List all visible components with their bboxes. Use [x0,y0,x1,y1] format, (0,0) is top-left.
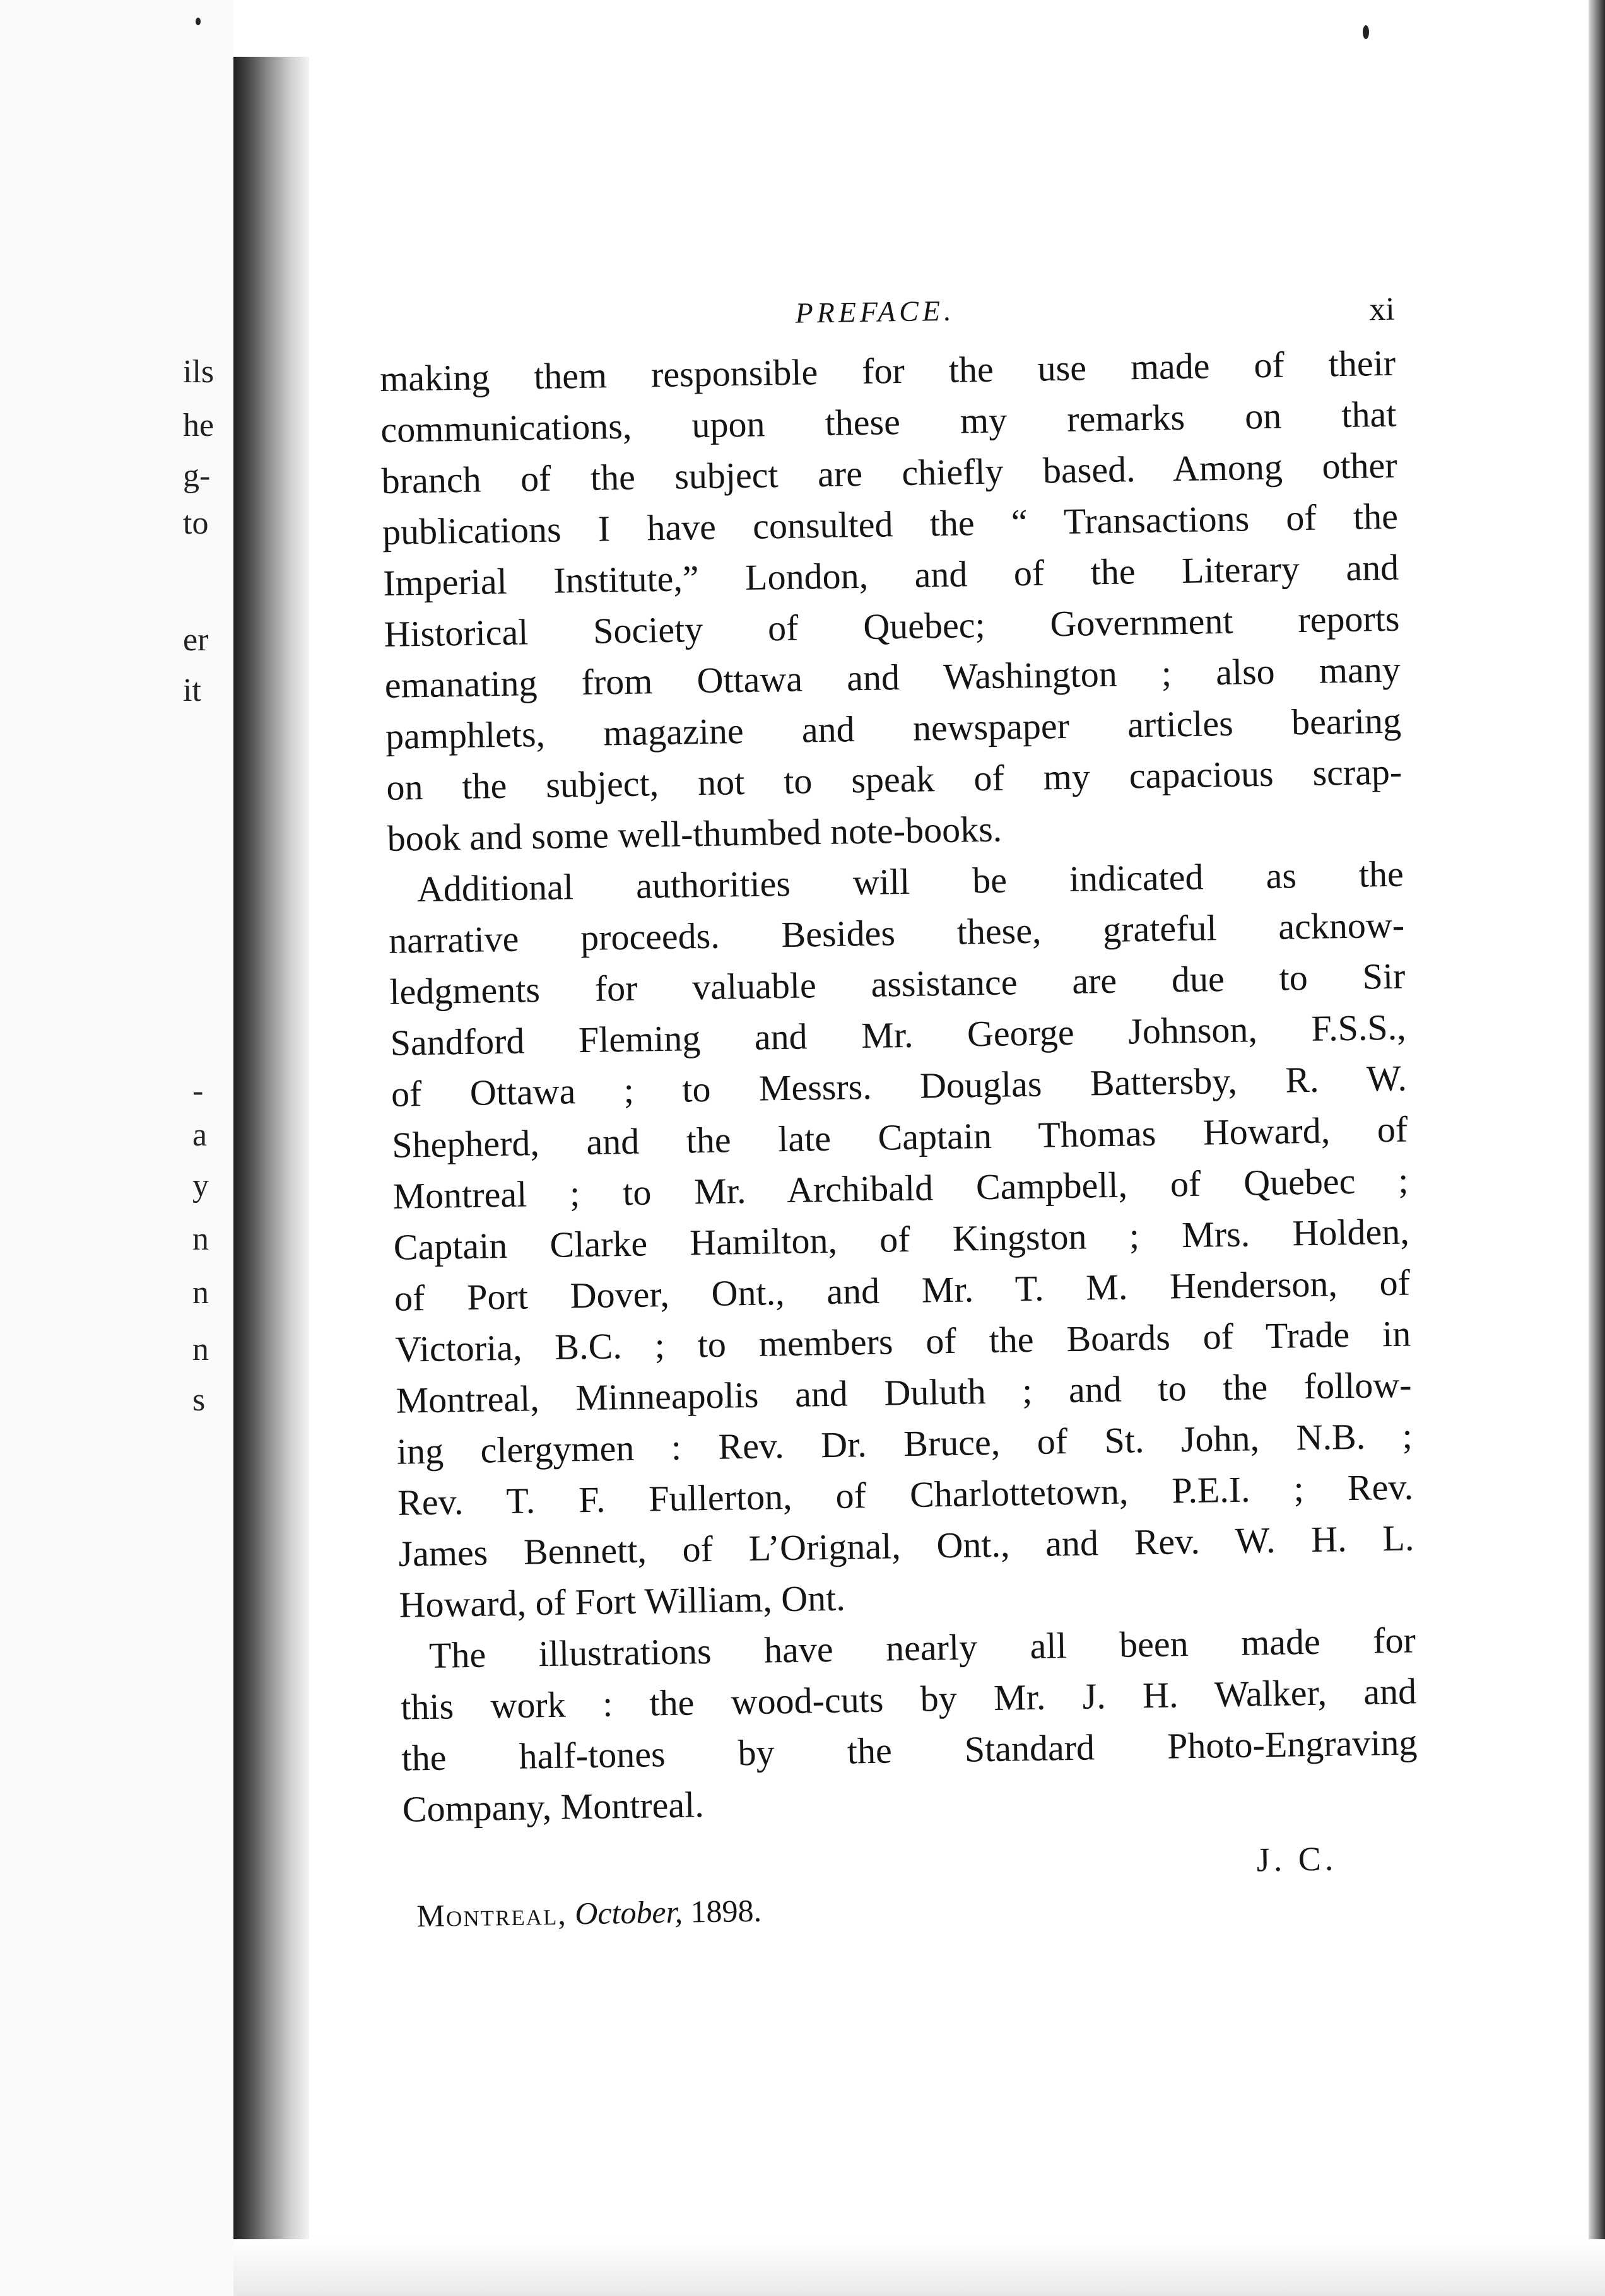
page-number: xi [1368,291,1396,328]
text-line: Victoria, B.C. ; to members of the Boards of Trade in [394,1313,1411,1370]
text-line: Sandford Fleming and Mr. George Johnson, F.S.S., [390,1006,1407,1063]
running-title: PREFACE. [795,294,955,329]
scan-speck [196,18,201,25]
text-line: this work : the wood-cuts by Mr. J. H. Walker, and [400,1670,1417,1728]
facing-page-fragment: ils [183,354,215,390]
text-line: ing clergymen : Rev. Dr. Bruce, of St. John, N.B. ; [396,1415,1413,1472]
text-line: Historical Society of Quebec; Government reports [384,597,1400,655]
text-line: Shepherd, and the late Captain Thomas Howard, of [391,1108,1408,1166]
text-line: of Ottawa ; to Messrs. Douglas Battersby, R. W. [391,1057,1408,1115]
paragraph [399,1614,1418,1834]
text-line: making them responsible for the use made of their [379,342,1396,399]
paragraph [380,337,1404,864]
facing-page-fragment: g- [183,458,211,494]
place-and-date [416,1892,761,1935]
scan-speck [1363,25,1369,39]
preface-body [380,337,1419,1835]
text-line: Additional authorities will be indicated as the [416,853,1404,910]
paragraph [387,848,1415,1631]
text-line: Montreal ; to Mr. Archibald Campbell, of Quebec ; [392,1159,1409,1217]
signature-block [403,1819,1420,1934]
facing-page-fragment: s [192,1382,206,1418]
text-line: narrative proceeds. Besides these, grateful acknow- [388,904,1405,961]
facing-page-fragment: n [192,1332,209,1368]
text-line: book and some well-thumbed note-books. [387,808,1002,859]
text-line: branch of the subject are chiefly based. Among other [381,444,1398,501]
facing-page-fragment: y [192,1168,209,1204]
text-line: Captain Clarke Hamilton, of Kingston ; Mrs. Holden, [393,1210,1410,1268]
preface-page [379,274,1420,1934]
book-gutter-shadow [233,57,309,2239]
text-line: Howard, of Fort William, Ont. [399,1577,846,1625]
facing-page-fragment: - [192,1073,204,1109]
author-initials: J. C. [1256,1839,1338,1879]
facing-page-fragment: n [192,1275,209,1311]
text-line: Montreal, Minneapolis and Duluth ; and to the follow- [396,1364,1412,1421]
text-line: James Bennett, of L’Orignal, Ont., and Rev. W. H. L. [397,1517,1414,1574]
text-line: publications I have consulted the “ Transactions of the [382,495,1399,553]
text-line: Imperial Institute,” London, and of the Literary and [382,546,1399,604]
text-line: emanating from Ottawa and Washington ; also many [384,648,1401,706]
month: October, [574,1894,683,1931]
text-line: on the subject, not to speak of my capacious scrap- [385,751,1402,808]
facing-page-fragment: to [183,505,209,541]
text-line: pamphlets, magazine and newspaper articles bearing [385,700,1402,757]
text-line: the half-tones by the Standard Photo-Engraving [401,1721,1418,1779]
text-line: Rev. T. F. Fullerton, of Charlottetown, P.E.I. ; Rev. [397,1466,1414,1523]
scan-bottom-margin [233,2239,1605,2296]
text-line: The illustrations have nearly all been made for [428,1619,1416,1677]
scan-right-edge [1589,0,1605,2296]
facing-page-fragment: er [183,622,209,658]
place-name: Montreal, [416,1895,568,1934]
text-line: ledgments for valuable assistance are due to Sir [389,955,1406,1012]
text-line: Company, Montreal. [402,1784,705,1830]
facing-page-edge [0,0,233,2296]
facing-page-fragment: a [192,1117,208,1153]
text-line: of Port Dover, Ont., and Mr. T. M. Henderson, of [394,1262,1411,1319]
text-line: communications, upon these my remarks on that [380,393,1397,450]
facing-page-fragment: n [192,1221,209,1257]
facing-page-fragment: it [183,672,201,708]
facing-page-fragment: he [183,407,215,443]
year: 1898. [690,1892,762,1930]
